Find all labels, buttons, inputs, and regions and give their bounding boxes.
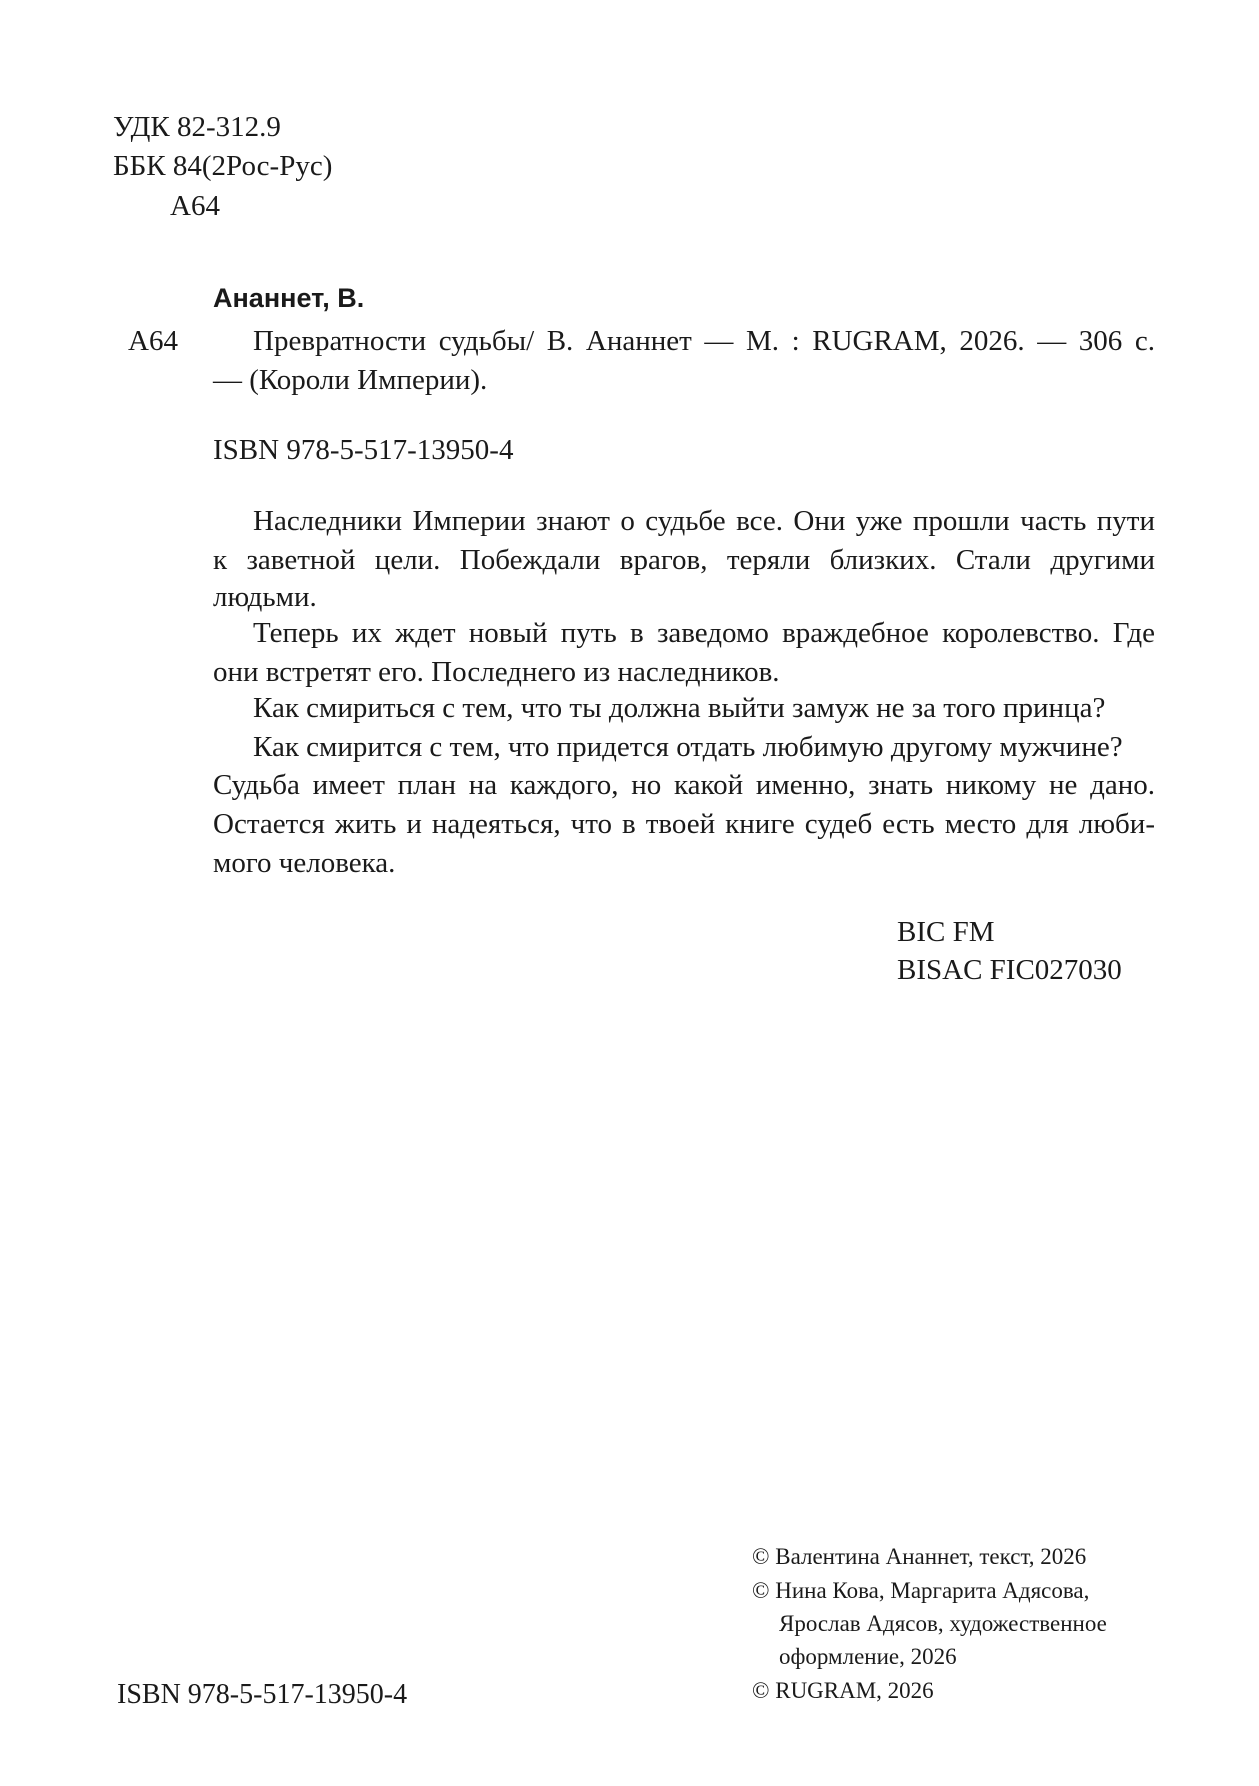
author-mark: А64	[170, 190, 220, 222]
annotation-line: Теперь их ждет новый путь в заведомо враждебное королевство. Где	[253, 617, 1155, 649]
copyright-line: Ярослав Адясов, художественное	[779, 1611, 1107, 1636]
bic-code: BIC FM	[897, 916, 995, 948]
annotation-line: Наследники Империи знают о судьбе все. Они уже прошли часть пути	[253, 505, 1155, 537]
copyright-line: оформление, 2026	[779, 1644, 957, 1669]
author-mark-side: А64	[128, 325, 178, 357]
isbn-record: ISBN 978-5-517-13950-4	[213, 434, 514, 466]
annotation-line: Как смириться с тем, что ты должна выйти замуж не за того принца?	[253, 692, 1106, 724]
bisac-code: BISAC FIC027030	[897, 954, 1122, 986]
copyright-line: © Нина Кова, Маргарита Адясова,	[752, 1578, 1090, 1603]
annotation-line: к заветной цели. Побеждали врагов, теряли близких. Стали другими	[213, 544, 1155, 576]
copyright-line: © Валентина Ананнет, текст, 2026	[752, 1544, 1087, 1569]
annotation-line: Остается жить и надеяться, что в твоей книге судеб есть место для люби-	[213, 808, 1155, 840]
annotation-line: Как смирится с тем, что придется отдать любимую другому мужчине?	[253, 731, 1123, 763]
annotation-line: мого человека.	[213, 847, 396, 879]
author-heading: Ананнет, В.	[213, 283, 365, 313]
bbk-code: ББК 84(2Рос-Рус)	[113, 150, 333, 182]
annotation-line: они встретят его. Последнего из наследников.	[213, 656, 780, 688]
udk-code: УДК 82-312.9	[113, 111, 281, 143]
annotation-line: Судьба имеет план на каждого, но какой именно, знать никому не дано.	[213, 769, 1155, 801]
copyright-line: © RUGRAM, 2026	[752, 1678, 934, 1703]
annotation-line: людьми.	[213, 581, 317, 613]
bibliographic-description: Превратности судьбы/ В. Ананнет — М. : RUGRAM, 2026. — 306 с.	[253, 325, 1155, 357]
isbn-footer: ISBN 978-5-517-13950-4	[117, 1679, 408, 1710]
series-statement: — (Короли Империи).	[213, 364, 488, 396]
